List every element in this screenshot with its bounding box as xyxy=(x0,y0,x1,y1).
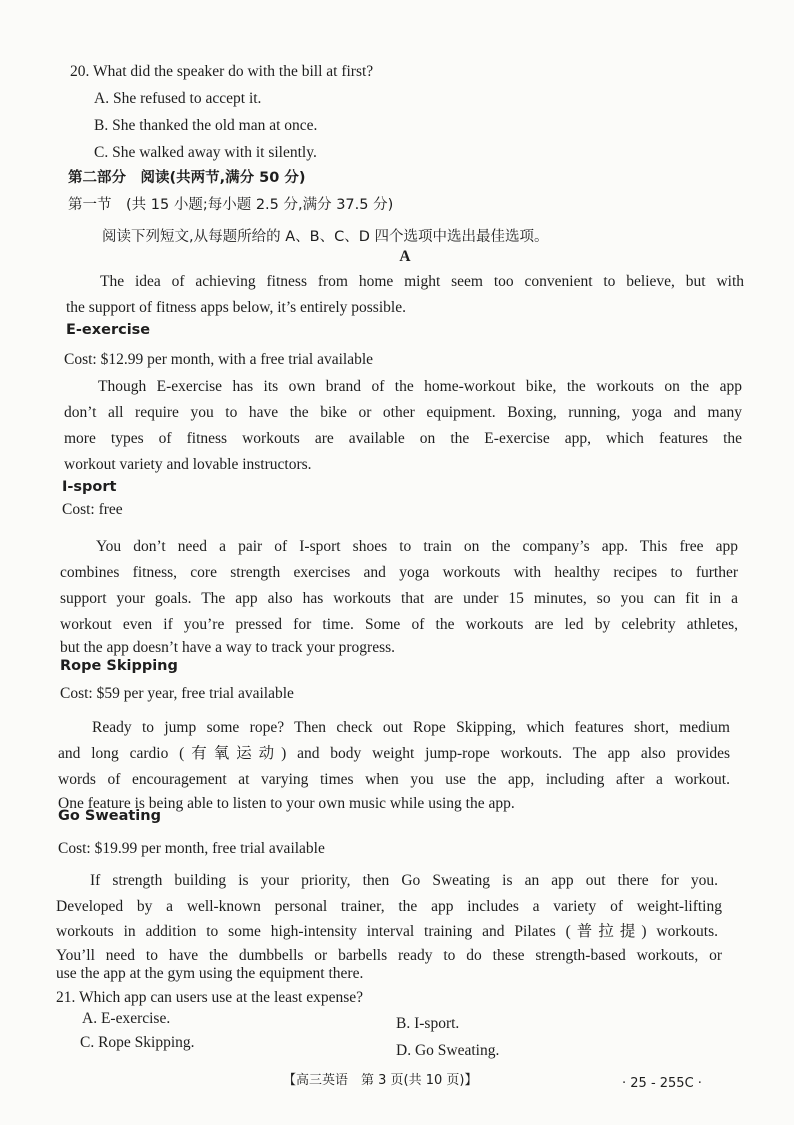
rope-skipping-line-1: Ready to jump some rope? Then check out Rope Skipping, which features short, medium xyxy=(92,719,730,736)
intro-line-2: the support of fitness apps below, it’s entirely possible. xyxy=(66,299,406,316)
i-sport-line-5: but the app doesn’t have a way to track your progress. xyxy=(60,639,396,656)
e-exercise-line-4: workout variety and lovable instructors. xyxy=(64,456,312,473)
rope-skipping-line-4: One feature is being able to listen to your own music while using the app. xyxy=(58,795,515,812)
go-sweating-line-1: If strength building is your priority, then Go Sweating is an app out there for you. xyxy=(90,872,718,889)
q21-option-d: D. Go Sweating. xyxy=(396,1042,500,1059)
i-sport-line-4: workout even if you’re pressed for time. Some of the workouts are led by celebrity athletes, xyxy=(60,616,738,633)
app-cost-go-sweating: Cost: $19.99 per month, free trial available xyxy=(58,840,325,857)
app-name-go-sweating: Go Sweating xyxy=(58,808,161,824)
app-name-e-exercise: E-exercise xyxy=(66,322,151,338)
footer-page-info: 【高三英语 第 3 页(共 10 页)】 xyxy=(283,1073,478,1088)
app-cost-rope-skipping: Cost: $59 per year, free trial available xyxy=(60,685,294,702)
i-sport-line-2: combines fitness, core strength exercises and yoga workouts with healthy recipes to further xyxy=(60,564,738,581)
q20-option-b: B. She thanked the old man at once. xyxy=(94,117,318,134)
q21-option-a: A. E-exercise. xyxy=(82,1010,171,1027)
go-sweating-line-5: use the app at the gym using the equipment there. xyxy=(56,965,364,982)
q20-stem: 20. What did the speaker do with the bill at first? xyxy=(70,63,374,80)
section1-instruction: 阅读下列短文,从每题所给的 A、B、C、D 四个选项中选出最佳选项。 xyxy=(102,229,549,245)
app-name-rope-skipping: Rope Skipping xyxy=(60,658,178,674)
app-cost-i-sport: Cost: free xyxy=(62,501,123,518)
e-exercise-line-3: more types of fitness workouts are available on the E-exercise app, which features the xyxy=(64,430,742,447)
i-sport-line-1: You don’t need a pair of I-sport shoes to train on the company’s app. This free app xyxy=(96,538,738,555)
section1-title: 第一节 (共 15 小题;每小题 2.5 分,满分 37.5 分) xyxy=(68,197,394,213)
rope-skipping-line-3: words of encouragement at varying times when you use the app, including after a workout. xyxy=(58,771,730,788)
footer-code: · 25 - 255C · xyxy=(622,1076,702,1091)
q21-option-b: B. I-sport. xyxy=(396,1015,460,1032)
e-exercise-line-1: Though E-exercise has its own brand of the home-workout bike, the workouts on the app xyxy=(98,378,742,395)
passage-label: A xyxy=(399,248,411,265)
app-name-i-sport: I-sport xyxy=(62,479,117,495)
rope-skipping-line-2: and long cardio (有氧运动) and body weight jump-rope workouts. The app also provides xyxy=(58,745,730,762)
i-sport-line-3: support your goals. The app also has workouts that are under 15 minutes, so you can fit in a xyxy=(60,590,738,607)
q20-option-a: A. She refused to accept it. xyxy=(94,90,262,107)
go-sweating-line-4: You’ll need to have the dumbbells or barbells ready to do these strength-based workouts, or xyxy=(56,947,722,964)
part2-title: 第二部分 阅读(共两节,满分 50 分) xyxy=(68,170,306,186)
go-sweating-line-2: Developed by a well-known personal trainer, the app includes a variety of weight-lifting xyxy=(56,898,722,915)
e-exercise-line-2: don’t all require you to have the bike or other equipment. Boxing, running, yoga and many xyxy=(64,404,742,421)
go-sweating-line-3: workouts in addition to some high-intensity interval training and Pilates (普拉提) workouts. xyxy=(56,923,718,940)
q21-option-c: C. Rope Skipping. xyxy=(80,1034,195,1051)
q20-option-c: C. She walked away with it silently. xyxy=(94,144,317,161)
q21-stem: 21. Which app can users use at the least expense? xyxy=(56,989,364,1006)
intro-line-1: The idea of achieving fitness from home might seem too convenient to believe, but with xyxy=(100,273,744,290)
app-cost-e-exercise: Cost: $12.99 per month, with a free trial available xyxy=(64,351,374,368)
